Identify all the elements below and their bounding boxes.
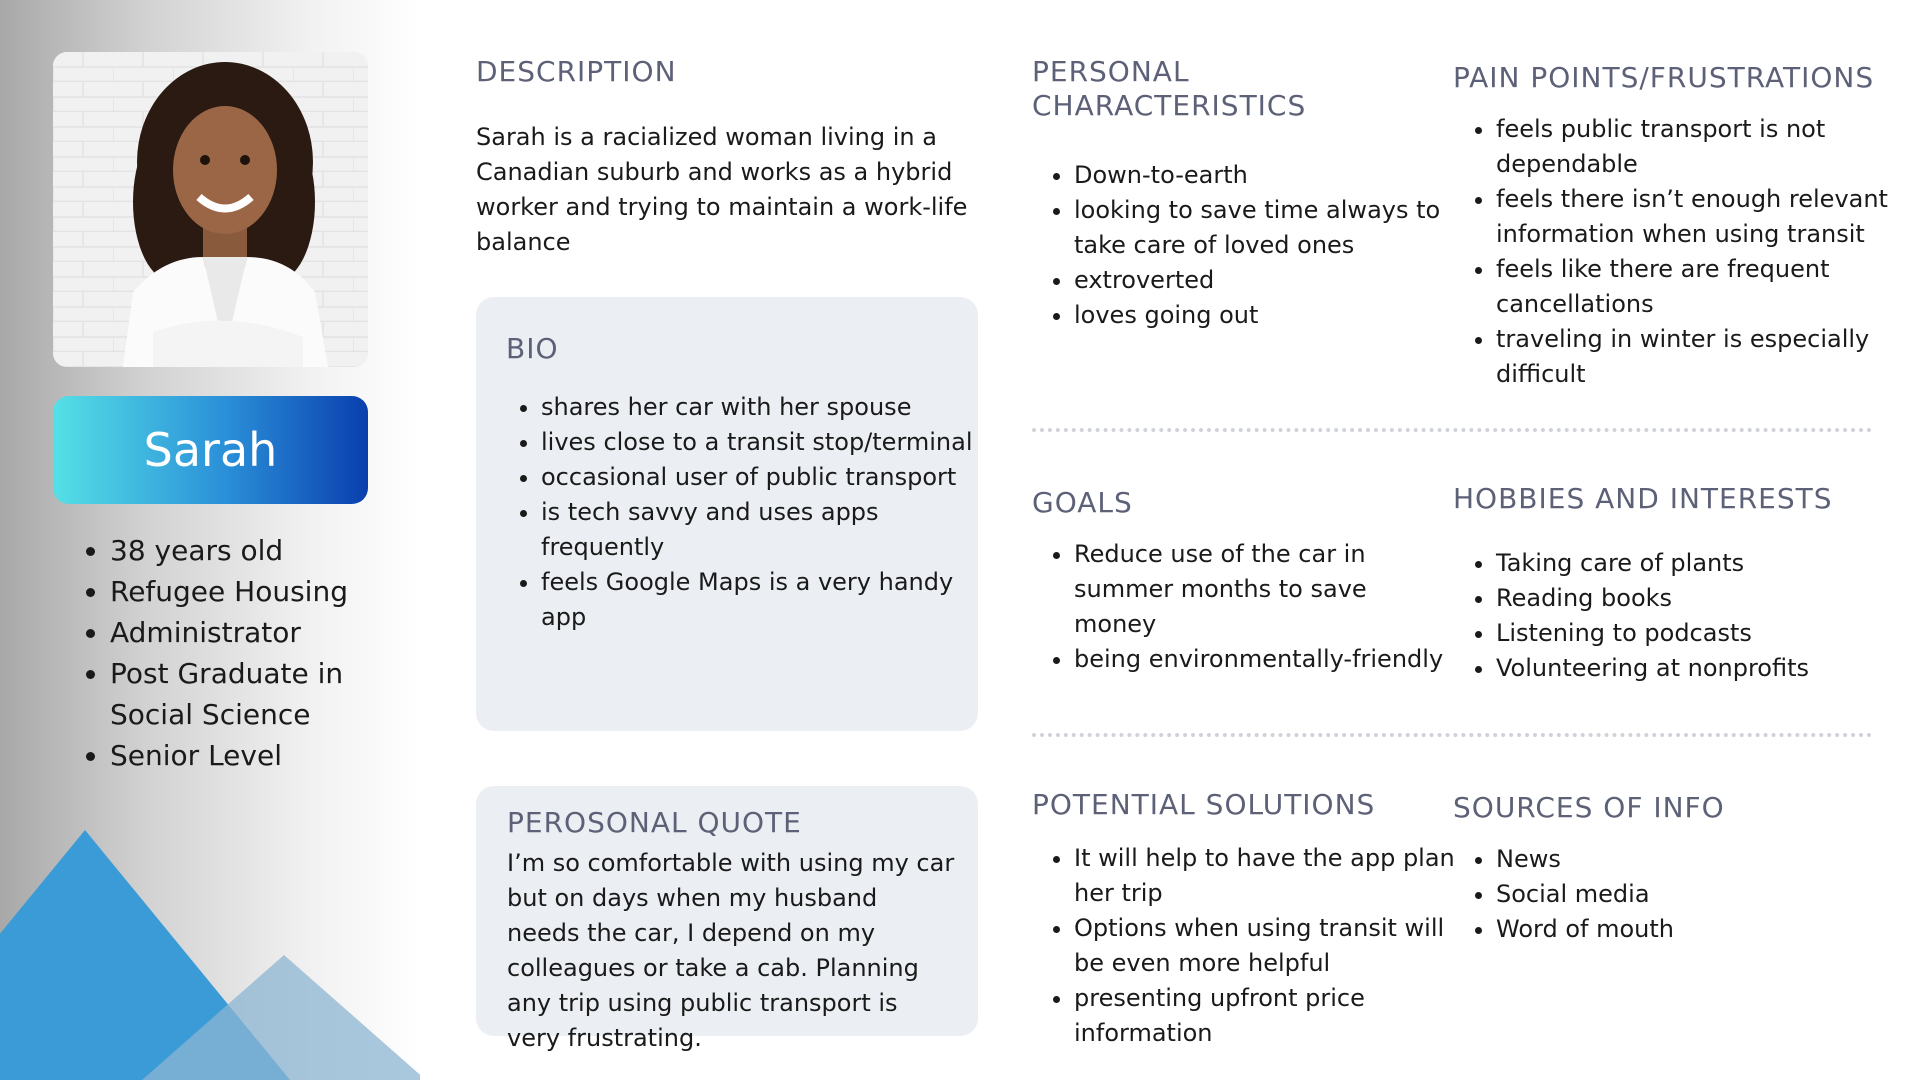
persona-facts: [80, 530, 410, 776]
description-heading: DESCRIPTION: [476, 55, 677, 88]
goal-item: • Reduce use of the car in summer months to save money: [1074, 537, 1444, 642]
bio-item: • shares her car with her spouse: [541, 390, 991, 425]
quote-text: I’m so comfortable with using my car but on days when my husband needs the car, I depend on my colleagues or take a cab. Planning any trip using public transport is very frustrating.: [507, 849, 955, 1052]
divider-bottom: [1032, 733, 1872, 737]
bio-list: [507, 390, 991, 635]
persona-name: Sarah: [143, 423, 278, 477]
bio-item: • occasional user of public transport: [541, 460, 991, 495]
bio-item: • feels Google Maps is a very handy app: [541, 565, 991, 635]
hobby-item: • Taking care of plants: [1496, 546, 1916, 581]
sources-heading: SOURCES OF INFO: [1453, 791, 1725, 824]
fact-item: • Post Graduate in Social Science: [110, 653, 410, 735]
characteristic-item: • loves going out: [1074, 298, 1464, 333]
solution-item: • Options when using transit will be even more helpful: [1074, 911, 1464, 981]
hobbies-list: [1462, 546, 1916, 686]
fact-item: • 38 years old: [110, 530, 410, 571]
persona-photo: [53, 52, 368, 367]
hobbies-heading: HOBBIES AND INTERESTS: [1453, 482, 1833, 515]
characteristics-heading: PERSONAL CHARACTERISTICS: [1032, 55, 1307, 122]
solutions-list: [1040, 841, 1464, 1051]
source-item: • News: [1496, 842, 1916, 877]
pain-point-item: • feels there isn’t enough relevant information when using transit: [1496, 182, 1916, 252]
description-text: Sarah is a racialized woman living in a Canadian suburb and works as a hybrid worker and trying to maintain a work-life balance: [476, 123, 968, 256]
bio-heading: BIO: [506, 332, 559, 365]
characteristic-item: • looking to save time always to take care of loved ones: [1074, 193, 1464, 263]
characteristics-list: [1040, 158, 1464, 333]
solution-item: • It will help to have the app plan her trip: [1074, 841, 1464, 911]
quote-heading: PEROSONAL QUOTE: [507, 806, 802, 839]
pain-point-item: • traveling in winter is especially difficult: [1496, 322, 1916, 392]
hobby-item: • Reading books: [1496, 581, 1916, 616]
fact-item: • Refugee Housing: [110, 571, 410, 612]
hobby-item: • Volunteering at nonprofits: [1496, 651, 1916, 686]
persona-name-banner: [53, 396, 368, 504]
bio-item: • lives close to a transit stop/terminal: [541, 425, 991, 460]
hobby-item: • Listening to podcasts: [1496, 616, 1916, 651]
sources-list: [1462, 842, 1916, 947]
pain-point-item: • feels public transport is not dependable: [1496, 112, 1916, 182]
goals-heading: GOALS: [1032, 486, 1133, 519]
fact-item: • Administrator: [110, 612, 410, 653]
bio-item: • is tech savvy and uses apps frequently: [541, 495, 991, 565]
fact-item: • Senior Level: [110, 735, 410, 776]
characteristic-item: • Down-to-earth: [1074, 158, 1464, 193]
pain-points-heading: PAIN POINTS/FRUSTRATIONS: [1453, 61, 1875, 94]
solutions-heading: POTENTIAL SOLUTIONS: [1032, 788, 1376, 821]
pain-points-list: [1462, 112, 1916, 392]
divider-top: [1032, 428, 1872, 432]
decor-triangle-small: [142, 955, 420, 1080]
solution-item: • presenting upfront price information: [1074, 981, 1464, 1051]
goal-item: • being environmentally-friendly: [1074, 642, 1444, 677]
goals-list: [1040, 537, 1444, 677]
source-item: • Word of mouth: [1496, 912, 1916, 947]
characteristic-item: • extroverted: [1074, 263, 1464, 298]
pain-point-item: • feels like there are frequent cancellations: [1496, 252, 1916, 322]
persona-photo-icon: [53, 52, 368, 367]
source-item: • Social media: [1496, 877, 1916, 912]
